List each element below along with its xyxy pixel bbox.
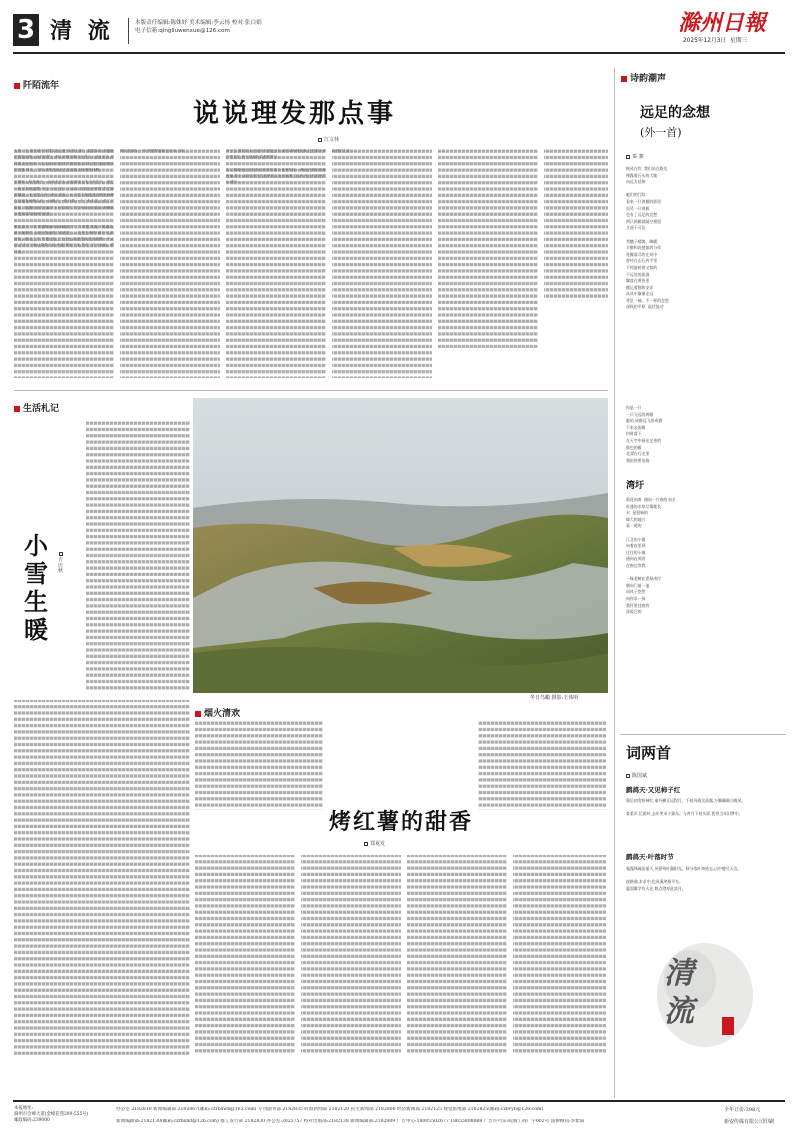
poem2-title: 湾圩 [626,481,645,491]
header-credits [135,19,262,35]
editor-credit: 本版责任编辑:陈姝妤 [135,20,188,26]
article1-byline [318,137,339,143]
poem1-part2: 你是一只 一只飞远的鸿雁 她的,成群远飞的成群 不来去的雁 何时落下 在天空中画出足迹的 鼓也的雁 北漂在行走里 我很快要出路 [626,405,663,463]
byline-box-icon [626,155,630,159]
section-label-right-top [621,73,666,85]
article2-text-texture [14,420,194,1060]
page-number-box: 3 [13,14,39,46]
section-label-left-top [14,80,59,92]
poem1-byline [626,154,644,160]
section-marker-icon [14,406,20,412]
divider-1 [14,390,608,391]
section-label-text: 阡陌流年 [23,80,60,91]
footer-rule [13,1100,785,1102]
footer-price: 全年订价:398元 [724,1107,761,1113]
poem1-title: 远足的念想 [640,105,710,121]
header-rule [13,52,785,54]
calligraphy-stamp [650,935,760,1055]
section-label-bottom-mid [195,708,240,720]
article1-author: 江文林 [324,137,340,143]
red-seal [722,1017,734,1035]
section-label-text: 烟火清欢 [204,708,241,719]
poem3-title: 词两首 [626,744,672,762]
section-marker-icon [195,711,201,717]
divider-right [620,734,786,735]
section-label-text: 生活札记 [23,403,60,414]
section-label-left-mid [14,403,59,415]
article3-title: 烤红薯的甜香 [329,809,474,835]
byline-box-icon [626,774,630,778]
section-marker-icon [14,83,20,89]
date-text: 2025年12月3日 [683,38,727,44]
byline-box-icon [318,138,322,142]
issue-date [683,38,747,44]
article2-author: 吉庆秋 [58,557,64,574]
poem1-subtitle: (外一首) [640,126,682,139]
poem3-byline [626,773,647,779]
ci2-title: 鹧鸪天·叶落时节 [626,853,674,861]
ci1-title: 鹧鸪天·又见柿子红 [626,786,681,794]
article1-title: 说说理发那点事 [193,99,397,129]
column-rule-right [614,68,615,1098]
proofreader-credit: 校对:张白娟 [231,20,262,26]
article2-title: 小雪生暖 [24,531,48,644]
footer-printer: 新安传媒有限公司印刷 [724,1119,775,1125]
stamp-text: 清流 [664,956,694,1029]
header-divider [128,18,129,44]
landscape-photo [193,398,608,693]
article3-text-texture [195,720,610,1060]
ci2-text: 霜露林疏淡丽天,风摇残叶漏阳光。秋分落叶知道去,山中瘦尽天边。 彼路曲,木求中,也风溪笑雁平长。 惠溜翼学有人往,数点澄寿此淡月。 [626,866,742,891]
header-email: 电子信箱:qingliuwenxue@126.com [135,28,230,34]
section-marker-icon [621,76,627,82]
photo-caption: 冬日鸟瞰 摄影:王体明 [530,695,579,701]
weekday-text: 星期三 [729,38,748,44]
footer-phones: 办公室 2182810 新闻编辑部 2182867(邮箱:czrbxwb@163.com) 专刊副刊部 2182835 时政新闻部 2182120 民生新闻部 2182806 经济新闻部 2182125 视觉影像部 2182825(邮箱:czbvyb@126.com) [116,1107,544,1112]
article1-text-texture [14,148,608,378]
section-label-text: 诗韵潮声 [630,73,667,84]
footer-address: 本报地址: 滁州市会峰大道(金峰花苑289-555号) 邮政编码:239000 [14,1106,89,1123]
article3-author: 郑夏发 [370,841,386,847]
footer-phones-2: 新闻编辑部:2182130(邮箱:czrbxmt@126.com) 群工发行部 2182830 办公室:3025757 校对出版部:2182138 新闻编辑部:2182809 广告中心:18005502677 18655808888 广告许可证:皖滁工商广字002号 法律顾问:李紫阳 [116,1119,585,1124]
designer-credit: 美术编辑:李云扬 [189,20,231,26]
poem1-author: 秦 骏 [632,154,644,160]
poem1-stanzas: 秋风在吹 我们站在路边 裸露着石头的大地 向远方延伸 她们的行踪 看来一只鸿雁的影里 而另一只鸿雁 也有了远足的念想 两只鸿雁就隔空相望 又遥不可及 芜穗子晴朗、晦暖 半醉和哀愁如约与你 花瓣落尽的在风中 曾经在山石的手里 不停旋转着又如的 不远处的流淌 飘落在黄昏里 搬运着锦和安详 从风中渐渐走远 背负一袖、不一样的念想 深秋的平原 起伏流动 [626,166,669,310]
poem2-stanzas: 菊花向南 通向一片春的水田 旺盛的水草尽情地长 水 是很新的 像大的地方 看一道的 江北的小镇 向着夜里到 过往的小镇 通向在风的 在窗边等我 一株老树在老屋南岸 朝向门前一池 同风子悠然 向你求一抹 我怀里挂着的 深爱它的 [626,497,676,615]
poem3-author: 陈国斌 [632,773,648,779]
page-name: 清 流 [50,18,114,44]
masthead: 滁州日報 [678,10,767,36]
ci1-text: 霜后初发野柿红,秦丹横亘远程灯。千枝玛瑙含清露,万颗珊瑚立晚风。 某柔声,忆霜叶,去年笑采小篱东。今宵月下枝头影,犹带当年旧梦中。 [626,798,746,817]
